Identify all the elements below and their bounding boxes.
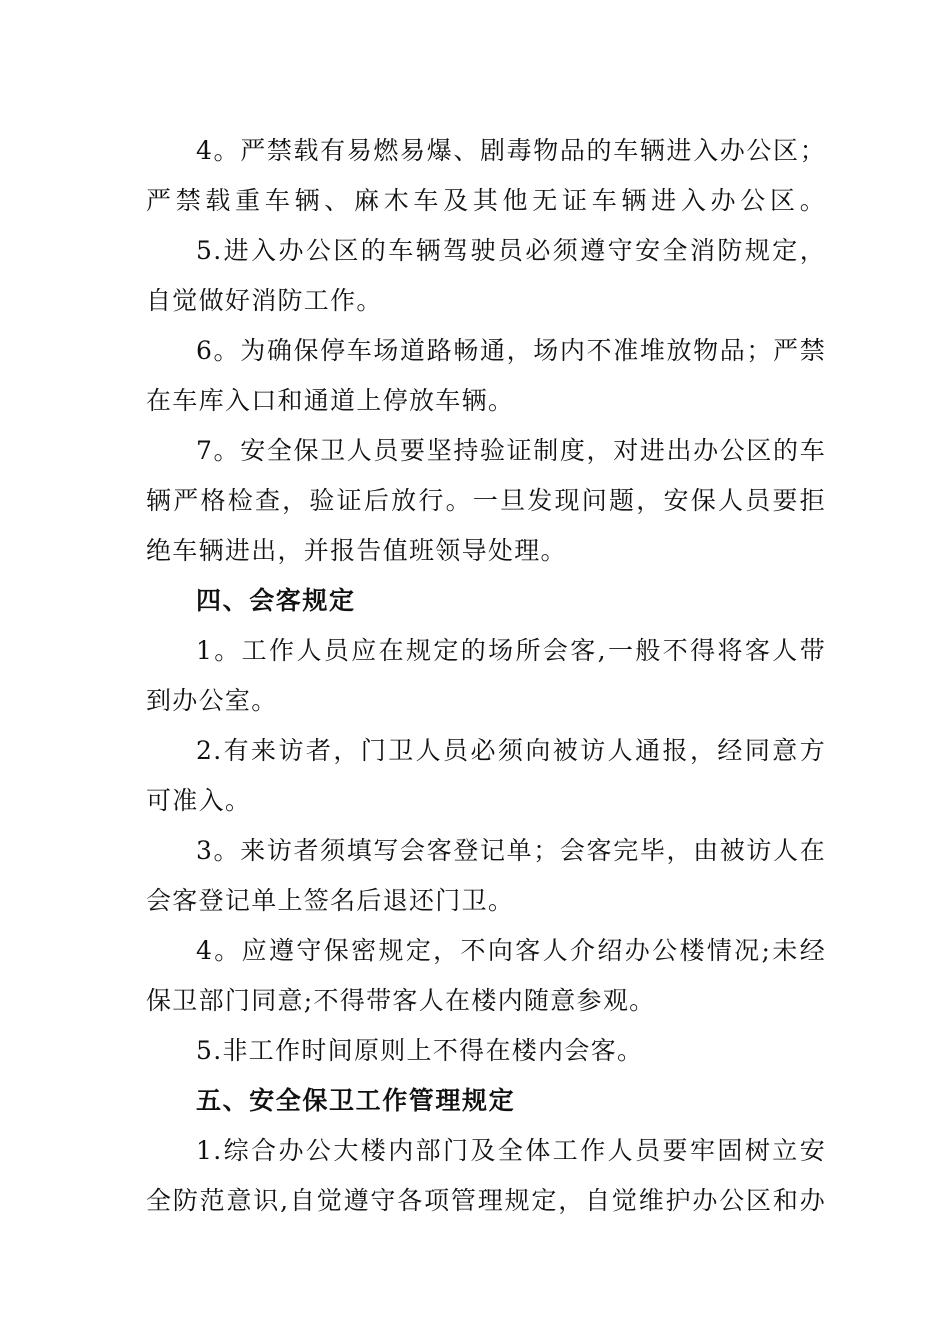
- paragraph-line: 在车库入口和通道上停放车辆。: [146, 386, 515, 415]
- paragraph-line: 到办公室。: [146, 686, 278, 715]
- paragraph-line: 自觉做好消防工作。: [146, 286, 383, 315]
- paragraph-line: 会客登记单上签名后退还门卫。: [146, 886, 515, 915]
- paragraph-line: 5.进入办公区的车辆驾驶员必须遵守安全消防规定，: [196, 236, 826, 265]
- paragraph-line: 保卫部门同意;不得带客人在楼内随意参观。: [146, 986, 656, 1015]
- paragraph-line: 3。来访者须填写会客登记单；会客完毕，由被访人在: [196, 836, 826, 865]
- section-heading: 五、安全保卫工作管理规定: [196, 1086, 516, 1115]
- section-heading: 四、会客规定: [196, 586, 356, 615]
- paragraph-line: 6。为确保停车场道路畅通，场内不准堆放物品；严禁: [196, 336, 826, 365]
- paragraph-line: 1。工作人员应在规定的场所会客,一般不得将客人带: [196, 636, 826, 665]
- paragraph-line: 2.有来访者，门卫人员必须向被访人通报，经同意方: [196, 736, 826, 765]
- paragraph-line: 全防范意识,自觉遵守各项管理规定，自觉维护办公区和办: [146, 1186, 826, 1215]
- paragraph-line: 4。严禁载有易燃易爆、剧毒物品的车辆进入办公区；: [196, 136, 826, 165]
- paragraph-line: 1.综合办公大楼内部门及全体工作人员要牢固树立安: [196, 1136, 826, 1165]
- paragraph-line: 严禁载重车辆、麻木车及其他无证车辆进入办公区。: [146, 186, 826, 215]
- paragraph-line: 绝车辆进出，并报告值班领导处理。: [146, 536, 567, 565]
- paragraph-line: 4。应遵守保密规定，不向客人介绍办公楼情况;未经: [196, 936, 826, 965]
- paragraph-line: 可准入。: [146, 786, 252, 815]
- paragraph-line: 5.非工作时间原则上不得在楼内会客。: [196, 1036, 644, 1065]
- paragraph-line: 7。安全保卫人员要坚持验证制度，对进出办公区的车: [196, 436, 826, 465]
- paragraph-line: 辆严格检查，验证后放行。一旦发现问题，安保人员要拒: [146, 486, 826, 515]
